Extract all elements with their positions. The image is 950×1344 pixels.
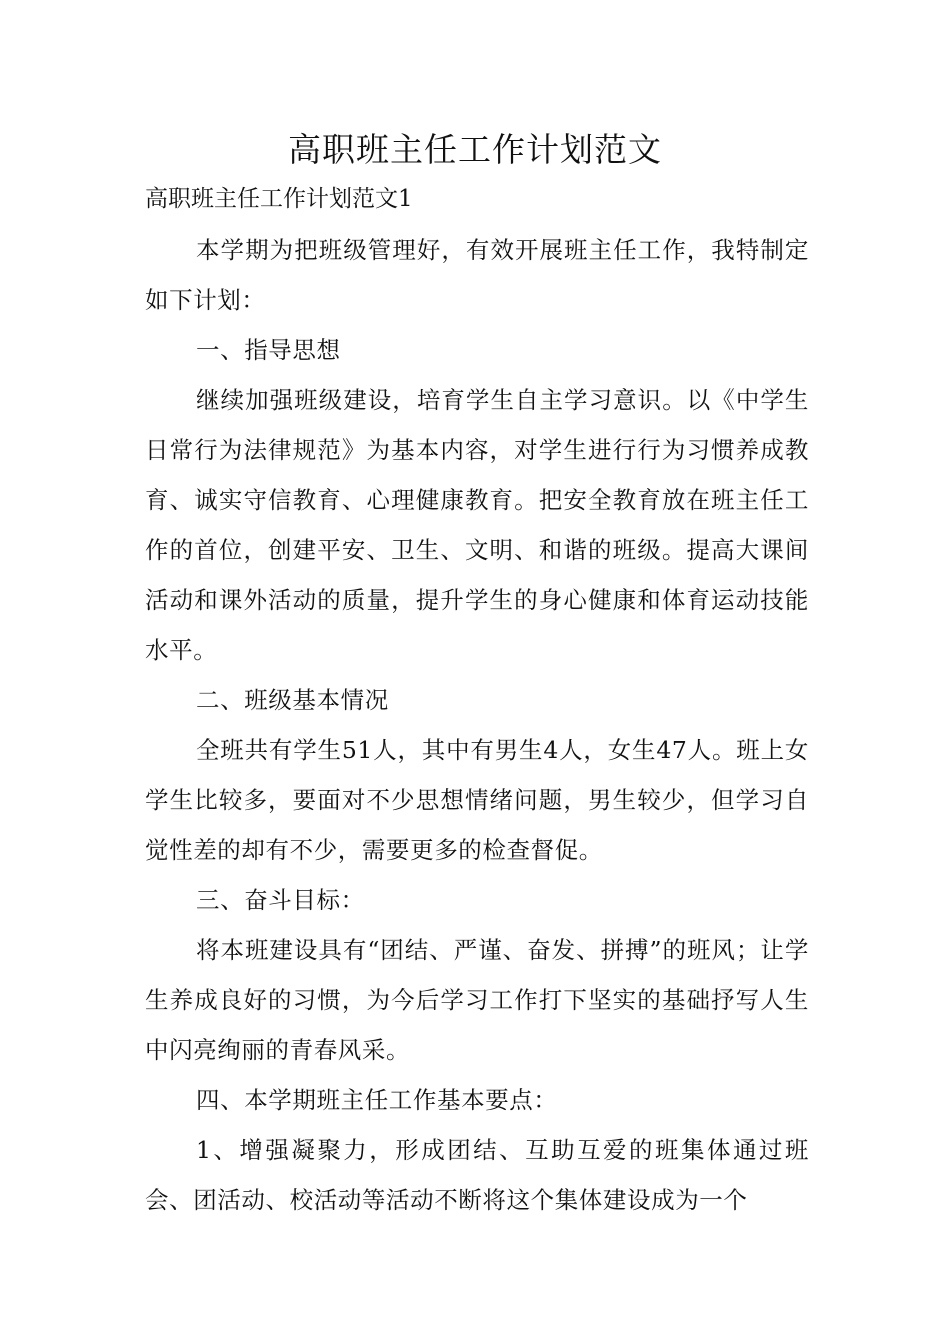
- document-title: 高职班主任工作计划范文: [288, 130, 662, 169]
- intro-paragraph: 本学期为把班级管理好，有效开展班主任工作，我特制定如下计划：: [145, 236, 809, 314]
- document-subtitle: 高职班主任工作计划范文1: [145, 186, 413, 212]
- section-heading-class-situation: 二、班级基本情况: [196, 686, 389, 714]
- goals-paragraph: 将本班建设具有“团结、严谨、奋发、拼搏”的班风；让学生养成良好的习惯，为今后学习工作打下坚实的基础抒写人生中闪亮绚丽的青春风采。: [145, 936, 809, 1064]
- section-heading-guiding-ideology: 一、指导思想: [196, 336, 341, 364]
- class-situation-paragraph: 全班共有学生51人，其中有男生4人，女生47人。班上女学生比较多，要面对不少思想情绪问题，男生较少，但学习自觉性差的却有不少，需要更多的检查督促。: [145, 736, 809, 864]
- document-body: [145, 225, 809, 1225]
- section-heading-goals: 三、奋斗目标：: [196, 886, 365, 914]
- guiding-ideology-paragraph: 继续加强班级建设，培育学生自主学习意识。以《中学生日常行为法律规范》为基本内容，对学生进行行为习惯养成教育、诚实守信教育、心理健康教育。把安全教育放在班主任工作的首位，创建平安、卫生、文明、和谐的班级。提高大课间活动和课外活动的质量，提升学生的身心健康和体育运动技能水平。: [145, 386, 809, 664]
- key-point-1-paragraph: 1、增强凝聚力，形成团结、互助互爱的班集体通过班会、团活动、校活动等活动不断将这个集体建设成为一个: [145, 1136, 809, 1214]
- section-heading-key-points: 四、本学期班主任工作基本要点：: [196, 1086, 558, 1114]
